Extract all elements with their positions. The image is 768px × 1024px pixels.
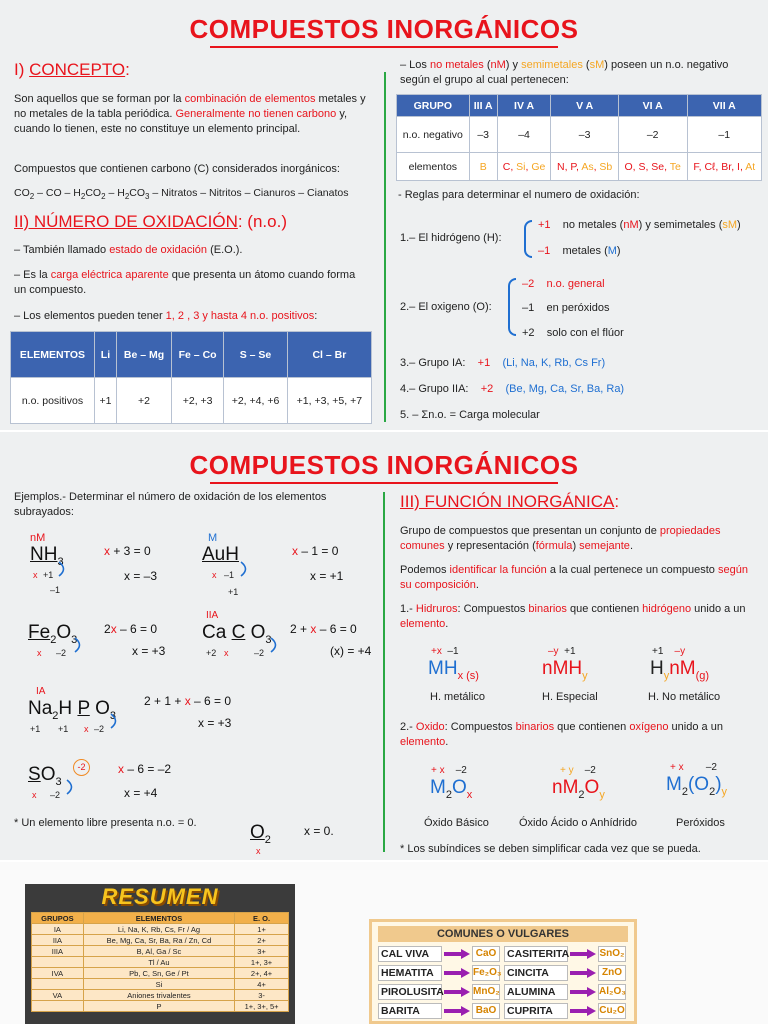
mineral-formula: Cu₂O <box>598 1003 626 1019</box>
table-header-cell: ELEMENTOS <box>11 332 95 378</box>
mineral-formula: MnO₂ <box>472 984 500 1000</box>
text-run: propiedades comunes <box>400 525 721 552</box>
caco3-tag: IIA <box>206 610 219 621</box>
ejemplos-text: Ejemplos.- Determinar el número de oxidación de los elementos subrayados: <box>14 491 327 518</box>
arrow-right-icon <box>444 1006 470 1016</box>
nahpo3-arrow-icon <box>108 712 122 730</box>
numox-text-2 <box>14 268 364 298</box>
ob-label: Óxido Básico <box>424 817 489 829</box>
text-run: y representación ( <box>444 540 536 552</box>
text-run: que contienen <box>566 603 643 615</box>
list-item <box>378 984 502 1000</box>
table-row <box>32 1001 289 1012</box>
rules-title: - Reglas para determinar el numero de oxidación: <box>398 189 640 201</box>
table-cell: Pb, C, Sn, Ge / Pt <box>83 968 234 979</box>
rule-1-brace <box>524 220 532 258</box>
text-run: . <box>445 618 449 630</box>
fe2o3-equation-1: 2x – 6 = 0 <box>104 622 158 636</box>
table-header-cell: Fe – Co <box>171 332 223 378</box>
positive-oxidation-table <box>10 331 372 424</box>
fe2o3-equation-2: x = +3 <box>132 644 166 658</box>
table-cell: IIA <box>32 935 84 946</box>
rule-1-line-a: +1 no metales (nM) y semimetales (sM) <box>538 219 741 231</box>
op-label: Peróxidos <box>676 817 725 829</box>
text-run: (E.O.). <box>207 244 243 256</box>
carbon-compounds-list <box>14 186 384 204</box>
subindices-note: * Los subíndices se deben simplificar cada vez que se pueda. <box>400 843 701 855</box>
table-cell: IA <box>32 924 84 935</box>
caco3-arrow-icon <box>268 636 282 654</box>
text-run: según su composición <box>400 564 748 591</box>
nh3-tag: nM <box>30 532 46 544</box>
rule-2-line-c: +2 solo con el flúor <box>522 327 624 339</box>
table-cell: +1, +3, +5, +7 <box>287 378 371 424</box>
column-divider <box>383 492 385 852</box>
table-row <box>32 979 289 990</box>
list-item <box>504 965 628 981</box>
list-item <box>504 984 628 1000</box>
mineral-name: ALUMINA <box>504 984 568 1000</box>
text-run: binarios <box>515 721 555 733</box>
o2-ox-x: x <box>256 846 261 856</box>
so3-charge-badge: -2 <box>73 759 90 776</box>
element-run: C, <box>502 160 517 173</box>
text-run: . <box>445 736 449 748</box>
list-item <box>378 965 502 981</box>
formula-subscript: 2 <box>29 192 35 202</box>
auh-ox-x: x <box>212 570 217 580</box>
fe2o3-arrow-icon <box>72 636 86 654</box>
resumen-table <box>31 912 289 1012</box>
formula-subscript: 2 <box>101 192 106 202</box>
table-cell: +1 <box>94 378 116 424</box>
column-divider <box>384 72 386 422</box>
caco3-formula: Ca C $O_3$ <box>202 622 272 646</box>
text-run: – Es la <box>14 269 51 281</box>
table-header-cell: III A <box>469 95 497 117</box>
mineral-formula: ZnO <box>598 965 626 981</box>
arrow-right-icon <box>444 949 470 959</box>
caco3-ox-x: x <box>224 648 229 658</box>
table-header-cell: IV A <box>497 95 551 117</box>
text-run: oxígeno <box>629 721 669 733</box>
he-charges: –y +1 <box>548 646 576 657</box>
rule-5: 5. – Σn.o. = Carga molecular <box>400 409 540 421</box>
hm-label: H. metálico <box>430 691 486 703</box>
auh-ox-h: –1 <box>224 570 235 580</box>
comunes-title: COMUNES O VULGARES <box>378 926 628 942</box>
op-charges: + x –2 <box>670 762 717 773</box>
table-cell: Li, Na, K, Rb, Cs, Fr / Ag <box>83 924 234 935</box>
title-underline <box>210 46 558 48</box>
table-header-row <box>397 95 762 117</box>
text-run: Grupo de compuestos que presentan un conjunto de <box>400 525 660 537</box>
formula-subscript: 2 <box>80 192 86 202</box>
auh-formula: AuH <box>202 544 239 565</box>
o2-formula: $O_2$ <box>250 822 271 846</box>
formula-run: CO <box>85 187 102 199</box>
table-cell: 3- <box>235 990 289 1001</box>
table-cell: 1+ <box>235 924 289 935</box>
hm-charges: +x –1 <box>431 646 459 657</box>
table-cell: –3 <box>469 117 497 153</box>
table-header-cell: V A <box>551 95 618 117</box>
text-run: que contienen <box>554 721 630 733</box>
table-cell: –4 <box>497 117 551 153</box>
table-row <box>32 946 289 957</box>
comunes-panel <box>369 919 637 1024</box>
numox-heading: II) NÚMERO DE OXIDACIÓN: (n.o.) <box>14 212 287 231</box>
text-run: unido a un <box>668 721 723 733</box>
he-formula: nMH$_y$ <box>542 658 588 682</box>
table-header-cell: VI A <box>618 95 687 117</box>
nahpo3-ox-na: +1 <box>30 724 41 734</box>
table-row <box>397 117 762 153</box>
element-run: At <box>745 160 756 173</box>
table-header-row <box>32 913 289 924</box>
nh3-formula: $NH_3$ <box>30 544 64 568</box>
element-run: Ge <box>531 160 546 173</box>
text-run: no metales <box>429 59 484 71</box>
table-row <box>32 935 289 946</box>
table-row <box>32 968 289 979</box>
nh3-equation-2: x = –3 <box>124 569 158 583</box>
oxido-text <box>400 720 768 750</box>
ob-formula: $M_2O_x$ <box>430 777 473 801</box>
nahpo3-equation-2: x = +3 <box>198 716 232 730</box>
text-run: combinación de elementos <box>184 93 316 105</box>
arrow-right-icon <box>570 987 596 997</box>
element-run: F, Cℓ, Br, I, <box>693 160 746 173</box>
fe2o3-ox-o: –2 <box>56 648 67 658</box>
text-run: . <box>475 579 479 591</box>
list-item <box>378 1003 502 1019</box>
text-run: nM <box>490 59 506 71</box>
text-run: estado de oxidación <box>109 244 208 256</box>
mineral-formula: SnO₂ <box>598 946 626 962</box>
so3-formula: $SO_3$ <box>28 764 62 788</box>
text-run: 2.- <box>400 721 416 733</box>
rule-1-label: 1.– El hidrógeno (H): <box>400 232 502 244</box>
element-run: B <box>479 160 487 173</box>
element-run: , <box>525 160 532 173</box>
so3-ox-o: –2 <box>50 790 61 800</box>
mineral-formula: BaO <box>472 1003 500 1019</box>
table-cell: B, Al, Ga / Sc <box>83 946 234 957</box>
nahpo3-ox-x: x <box>84 724 89 734</box>
nh3-equation-1: x + 3 = 0 <box>104 544 151 558</box>
table-cell: Si <box>83 979 234 990</box>
hnm-formula: $H_ynM_{(g)}$ <box>650 658 710 682</box>
table-cell: 2+ <box>235 935 289 946</box>
element-run: O, S, Se, <box>624 160 670 173</box>
table-cell: 2+, 4+ <box>235 968 289 979</box>
text-run: elemento <box>400 618 446 630</box>
text-run: Podemos <box>400 564 450 576</box>
table-cell: –3 <box>551 117 618 153</box>
slide-1 <box>0 0 768 430</box>
text-run: Hidruros <box>415 603 458 615</box>
rule-1-line-b: –1 metales (M) <box>538 245 621 257</box>
o2-equation: x = 0. <box>304 824 334 838</box>
table-cell: 3+ <box>235 946 289 957</box>
oa-formula: $nM_2O_y$ <box>552 777 605 801</box>
text-run: ( <box>483 59 491 71</box>
table-header-cell: Li <box>94 332 116 378</box>
concepto-paragraph <box>14 92 374 137</box>
text-run: ) y <box>505 59 522 71</box>
text-run: semejante <box>579 540 630 552</box>
ob-charges: + x –2 <box>431 765 467 776</box>
rule-2-label: 2.– El oxigeno (O): <box>400 301 492 313</box>
text-run: 1, 2 , 3 y hasta 4 n.o. positivos <box>165 310 315 322</box>
formula-subscript: 2 <box>124 192 130 202</box>
table-header-cell: Be – Mg <box>117 332 172 378</box>
text-run: ) poseen un n.o. negativo según el grupo al cual pertenecen: <box>400 59 729 86</box>
nahpo3-formula: $Na_2H$ P $O_3$ <box>28 698 116 722</box>
table-cell: VA <box>32 990 84 1001</box>
text-run: : <box>314 310 318 322</box>
element-run: Te <box>669 160 681 173</box>
nh3-ox-x: x <box>33 570 38 580</box>
table-cell: 1+, 3+ <box>235 957 289 968</box>
element-run: As <box>581 160 594 173</box>
auh-equation-2: x = +1 <box>310 569 344 583</box>
negative-intro-text <box>400 58 760 88</box>
list-item <box>504 946 628 962</box>
text-run: Oxido <box>415 721 445 733</box>
table-cell <box>687 153 761 181</box>
table-cell: Tl / Au <box>83 957 234 968</box>
text-run: ) <box>572 540 580 552</box>
so3-equation-1: x – 6 = –2 <box>118 762 172 776</box>
table-row <box>32 957 289 968</box>
oa-charges: + y –2 <box>560 765 596 776</box>
table-cell: +2, +3 <box>171 378 223 424</box>
text-run: identificar la función <box>449 564 547 576</box>
text-run: Son aquellos que se forman por la <box>14 93 185 105</box>
mineral-name: CAL VIVA <box>378 946 442 962</box>
resumen-title: RESUMEN <box>101 884 219 909</box>
nahpo3-ox-o: –2 <box>94 724 105 734</box>
table-cell: IIIA <box>32 946 84 957</box>
mineral-name: CASITERITA <box>504 946 568 962</box>
slide-2-title: COMPUESTOS INORGÁNICOS <box>189 450 579 480</box>
table-cell <box>32 979 84 990</box>
auh-tag: M <box>208 532 218 544</box>
table-row <box>32 924 289 935</box>
arrow-right-icon <box>570 949 596 959</box>
text-run: – Los <box>400 59 430 71</box>
text-run: : Compuestos <box>444 721 516 733</box>
numox-text-3 <box>14 309 374 324</box>
so3-equation-2: x = +4 <box>124 786 158 800</box>
auh-arrow-icon <box>238 560 252 578</box>
mineral-name: HEMATITA <box>378 965 442 981</box>
list-item <box>504 1003 628 1019</box>
text-run: Generalmente no tienen carbono <box>175 108 337 120</box>
table-cell: P <box>83 1001 234 1012</box>
text-run: unido a un <box>691 603 746 615</box>
text-run: : Compuestos <box>457 603 529 615</box>
text-run: – Los elementos pueden tener <box>14 310 166 322</box>
table-cell: 1+, 3+, 5+ <box>235 1001 289 1012</box>
nahpo3-equation-1: 2 + 1 + x – 6 = 0 <box>144 694 232 708</box>
text-run: – También llamado <box>14 244 110 256</box>
table-row <box>11 378 372 424</box>
hm-formula: $MH_{x (s)}$ <box>428 658 479 682</box>
arrow-right-icon <box>570 1006 596 1016</box>
text-run: carga eléctrica aparente <box>50 269 169 281</box>
oa-label: Óxido Ácido o Anhídrido <box>519 817 638 829</box>
nh3-arrow-icon <box>56 560 70 578</box>
nahpo3-tag: IA <box>36 686 46 697</box>
rule-2-brace <box>508 278 516 336</box>
mineral-formula: Fe₂O₃ <box>472 965 500 981</box>
numox-text-1 <box>14 243 374 258</box>
table-cell: Be, Mg, Ca, Sr, Ba, Ra / Zn, Cd <box>83 935 234 946</box>
element-run: N, P, <box>556 160 582 173</box>
mineral-name: BARITA <box>378 1003 442 1019</box>
caco3-equation-1: 2 + x – 6 = 0 <box>290 622 357 636</box>
table-cell <box>618 153 687 181</box>
element-run: , <box>593 160 600 173</box>
text-run: sM <box>589 59 605 71</box>
libre-note: * Un elemento libre presenta n.o. = 0. <box>14 817 197 829</box>
mineral-name: CUPRITA <box>504 1003 568 1019</box>
text-run: elemento <box>400 736 446 748</box>
table-cell: –1 <box>687 117 761 153</box>
text-run: y, cuando lo tienen, este no constituye un elemento principal. <box>14 108 348 135</box>
formula-run: – CO – H <box>34 187 81 199</box>
table-cell: 4+ <box>235 979 289 990</box>
table-cell <box>32 1001 84 1012</box>
table-cell <box>551 153 618 181</box>
arrow-right-icon <box>444 987 470 997</box>
formula-run: – H <box>105 187 125 199</box>
rule-2-line-b: –1 en peróxidos <box>522 302 610 314</box>
text-run: metales y no metales de la tabla periódica. <box>14 93 366 120</box>
hnm-label: H. No metálico <box>648 691 721 703</box>
rule-2-line-a: –2 n.o. general <box>522 278 605 290</box>
table-header-cell: GRUPOS <box>32 913 84 924</box>
table-row <box>32 990 289 1001</box>
text-run: hidrógeno <box>642 603 692 615</box>
caco3-ox-ca: +2 <box>206 648 217 658</box>
formula-run: CO <box>14 187 30 199</box>
table-row-label: n.o. positivos <box>11 378 95 424</box>
slide-1-title: COMPUESTOS INORGÁNICOS <box>189 14 579 44</box>
negative-oxidation-table <box>396 94 762 181</box>
hnm-charges: +1 –y <box>652 646 686 657</box>
mineral-formula: Al₂O₃ <box>598 984 626 1000</box>
formula-run: – Nitratos – Nitritos – Cianuros – Cianatos <box>149 187 349 199</box>
op-formula: $M_2(O_2)_y$ <box>666 774 728 798</box>
nh3-ox-h: +1 <box>43 570 54 580</box>
fe2o3-ox-x: x <box>37 648 42 658</box>
table-cell <box>469 153 497 181</box>
table-row-label: elementos <box>397 153 470 181</box>
concepto-heading: I) CONCEPTO: <box>14 60 130 79</box>
table-header-cell: ELEMENTOS <box>83 913 234 924</box>
rule-4: 4.– Grupo IIA: +2 (Be, Mg, Ca, Sr, Ba, Ra) <box>400 383 625 395</box>
so3-arrow-icon <box>64 778 78 796</box>
auh-ox-pos: +1 <box>228 587 239 597</box>
table-header-row <box>11 332 372 378</box>
element-run: Sb <box>599 160 613 173</box>
funcion-heading: III) FUNCIÓN INORGÁNICA: <box>400 492 620 511</box>
nh3-ox-neg: –1 <box>50 585 61 595</box>
concepto-carbon-text: Compuestos que contienen carbono (C) considerados inorgánicos: <box>14 163 340 175</box>
so3-ox-x: x <box>32 790 37 800</box>
fe2o3-formula: $Fe_2O_3$ <box>28 622 78 646</box>
table-header-cell: Cl – Br <box>287 332 371 378</box>
title-underline <box>210 482 558 484</box>
he-label: H. Especial <box>542 691 598 703</box>
table-cell <box>497 153 551 181</box>
text-run: . <box>629 540 633 552</box>
table-header-cell: S – Se <box>224 332 288 378</box>
hidruros-text <box>400 602 768 632</box>
slide-2 <box>0 432 768 860</box>
text-run: semimetales <box>521 59 583 71</box>
formula-run: CO <box>129 187 146 199</box>
resumen-panel <box>25 884 295 1024</box>
funcion-text-1 <box>400 524 758 554</box>
text-run: 1.- <box>400 603 416 615</box>
mineral-formula: CaO <box>472 946 500 962</box>
text-run: fórmula <box>535 540 573 552</box>
caco3-equation-2: (x) = +4 <box>330 644 372 658</box>
table-header-cell: E. O. <box>235 913 289 924</box>
nahpo3-ox-h: +1 <box>58 724 69 734</box>
table-row-label: n.o. negativo <box>397 117 470 153</box>
table-header-cell: GRUPO <box>397 95 470 117</box>
table-cell: –2 <box>618 117 687 153</box>
rule-3: 3.– Grupo IA: +1 (Li, Na, K, Rb, Cs Fr) <box>400 357 606 369</box>
mineral-name: CINCITA <box>504 965 568 981</box>
text-run: ( <box>582 59 590 71</box>
text-run: a la cual pertenece un compuesto <box>546 564 718 576</box>
list-item <box>378 946 502 962</box>
table-cell: +2, +4, +6 <box>224 378 288 424</box>
formula-subscript: 3 <box>145 192 150 202</box>
arrow-right-icon <box>444 968 470 978</box>
table-cell: +2 <box>117 378 172 424</box>
table-cell: IVA <box>32 968 84 979</box>
auh-equation-1: x – 1 = 0 <box>292 544 339 558</box>
arrow-right-icon <box>570 968 596 978</box>
bottom-area <box>0 862 768 1024</box>
funcion-text-2 <box>400 563 758 593</box>
table-row <box>397 153 762 181</box>
table-cell: Aniones trivalentes <box>83 990 234 1001</box>
element-run: Si <box>516 160 526 173</box>
caco3-ox-o: –2 <box>254 648 265 658</box>
table-header-cell: VII A <box>687 95 761 117</box>
text-run: que presenta un átomo cuando forma un compuesto. <box>14 269 356 296</box>
mineral-name: PIROLUSITA <box>378 984 442 1000</box>
text-run: binarios <box>528 603 567 615</box>
table-cell <box>32 957 84 968</box>
